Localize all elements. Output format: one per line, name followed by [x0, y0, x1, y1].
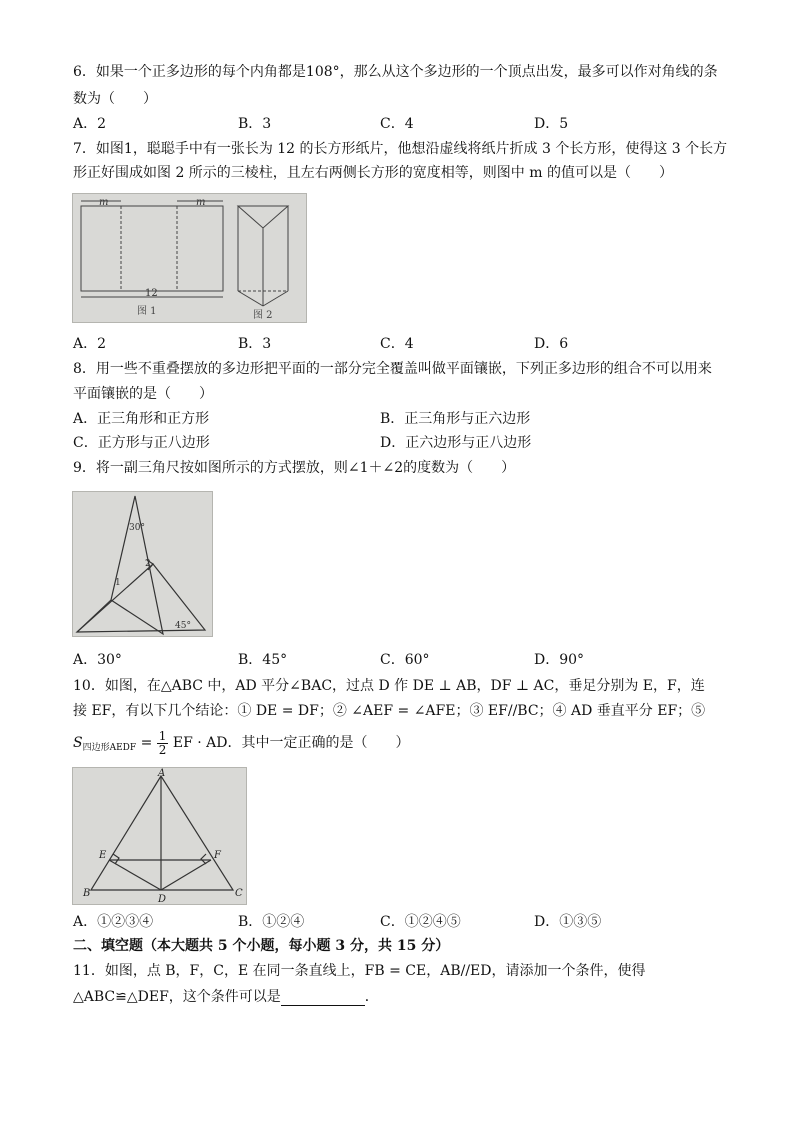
q7-option-d[interactable]: D．6: [534, 336, 569, 352]
q7-fig1-caption: 图 1: [137, 306, 157, 317]
q10-option-d[interactable]: D．①③⑤: [534, 914, 602, 930]
q6-option-a[interactable]: A．2: [73, 116, 107, 132]
q10-fig-label-a: A: [158, 768, 166, 779]
q11-stem-line1: 11．如图，点 B，F，C，E 在同一条直线上，FB = CE，AB//ED，请添加一个条件，使得: [73, 963, 646, 979]
q10-fig-label-c: C: [235, 888, 243, 899]
q10-fraction-denominator: 2: [158, 742, 167, 757]
q11-answer-blank[interactable]: [281, 991, 365, 1006]
q7-fig-m-left: m: [99, 197, 109, 208]
q7-figure: [72, 193, 307, 323]
q9-option-b[interactable]: B．45°: [238, 652, 288, 668]
q10-option-a[interactable]: A．①②③④: [73, 914, 154, 930]
q10-fig-label-b: B: [83, 888, 91, 899]
q9-fig-angle-1: 1: [115, 578, 121, 588]
q10-options: [73, 913, 723, 931]
q10-stem-line3-rest: EF · AD．其中一定正确的是（ ）: [172, 735, 410, 751]
q7-option-c[interactable]: C．4: [380, 336, 414, 352]
q7-stem-line1: 7．如图1，聪聪手中有一张长为 12 的长方形纸片，他想沿虚线将纸片折成 3 个长方形，使得这 3 个长方: [73, 141, 728, 157]
q8-option-d[interactable]: D．正六边形与正八边形: [380, 435, 532, 451]
q10-fig-label-f: F: [214, 850, 221, 861]
q7-fig-m-right: m: [196, 197, 206, 208]
q8-options-row2: [73, 434, 723, 452]
q10-stem-line2: 接 EF，有以下几个结论：① DE = DF；② ∠AEF = ∠AFE；③ EF//BC；④ AD 垂直平分 EF；⑤: [73, 703, 706, 719]
q9-figure: [72, 491, 213, 637]
q9-options: [73, 651, 723, 669]
q10-figure: [72, 767, 247, 905]
q6-options: [73, 115, 723, 133]
q10-option-c[interactable]: C．①②④⑤: [380, 914, 461, 930]
q9-fig-angle-45: 45°: [175, 621, 191, 631]
q10-fraction: [157, 730, 169, 757]
q10-fraction-numerator: 1: [158, 728, 167, 743]
q8-option-b[interactable]: B．正三角形与正六边形: [380, 411, 531, 427]
q10-area-subscript: 四边形AEDF: [82, 743, 137, 753]
q8-stem-line1: 8．用一些不重叠摆放的多边形把平面的一部分完全覆盖叫做平面镶嵌，下列正多边形的组合不可以用来: [73, 361, 712, 377]
q10-stem-line3: [73, 728, 409, 763]
q6-option-c[interactable]: C．4: [380, 116, 414, 132]
q11-stem-line2: [73, 988, 379, 1006]
q8-option-a[interactable]: A．正三角形和正方形: [73, 411, 210, 427]
q9-fig-angle-30: 30°: [129, 523, 145, 533]
q10-equals: =: [136, 735, 157, 751]
q9-option-c[interactable]: C．60°: [380, 652, 430, 668]
section-2-title: 二、填空题（本大题共 5 个小题，每小题 3 分，共 15 分）: [73, 938, 450, 954]
q7-option-b[interactable]: B．3: [238, 336, 272, 352]
q9-option-a[interactable]: A．30°: [73, 652, 122, 668]
q10-area-symbol: S: [73, 735, 83, 751]
q9-option-d[interactable]: D．90°: [534, 652, 585, 668]
q7-stem-line2: 形正好围成如图 2 所示的三棱柱，且左右两侧长方形的宽度相等，则图中 m 的值可以是（ ）: [73, 165, 673, 181]
q8-options-row1: [73, 410, 723, 428]
q9-stem-line1: 9．将一副三角尺按如图所示的方式摆放，则∠1＋∠2的度数为（ ）: [73, 460, 516, 476]
q10-triangle-diagram: [91, 776, 233, 890]
q8-stem-line2: 平面镶嵌的是（ ）: [73, 386, 213, 402]
q7-fig2-prism: [238, 206, 288, 306]
q6-stem-line2: 数为（ ）: [73, 91, 157, 107]
q9-fig-angle-2: 2: [145, 559, 151, 569]
q10-fig-label-e: E: [99, 850, 107, 861]
q7-fig2-caption: 图 2: [253, 310, 273, 321]
q7-fig1-unfolded-paper: [81, 201, 223, 297]
q7-fig-length: 12: [145, 288, 158, 299]
q10-option-b[interactable]: B．①②④: [238, 914, 305, 930]
q11-stem-line2-text: △ABC≌△DEF，这个条件可以是: [73, 989, 281, 1005]
q7-options: [73, 335, 723, 353]
q10-stem-line1: 10．如图，在△ABC 中，AD 平分∠BAC，过点 D 作 DE ⊥ AB，DF ⊥ AC，垂足分别为 E，F，连: [73, 678, 705, 694]
q6-option-d[interactable]: D．5: [534, 116, 569, 132]
q10-fig-label-d: D: [158, 894, 167, 904]
q8-option-c[interactable]: C．正方形与正八边形: [73, 435, 210, 451]
q6-stem-line1: 6．如果一个正多边形的每个内角都是108°，那么从这个多边形的一个顶点出发，最多可以作对角线的条: [73, 64, 718, 80]
q6-option-b[interactable]: B．3: [238, 116, 272, 132]
q11-stem-line2-end: ．: [364, 989, 379, 1005]
q7-option-a[interactable]: A．2: [73, 336, 107, 352]
q9-set-squares: [77, 496, 205, 634]
